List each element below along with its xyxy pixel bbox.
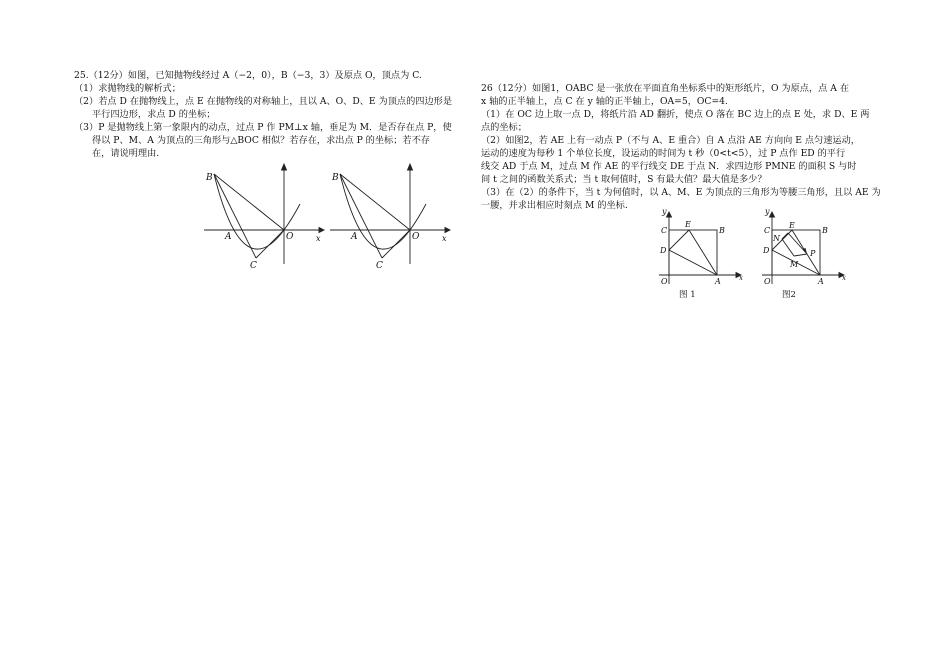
fig2-label-A: A	[818, 277, 824, 286]
q25-line-2: （1）求抛物线的解析式；	[74, 83, 181, 94]
q25-label-A-2: A	[351, 232, 358, 242]
q25-line-4: 平行四边形，求点 D 的坐标；	[92, 109, 216, 120]
q25-label-C-2: C	[376, 261, 383, 271]
q26-line-6: 运动的速度为每秒 1 个单位长度，设运动的时间为 t 秒（0<t<5），过 P 点作 ED 的平行	[481, 148, 846, 159]
fig2-label-E: E	[789, 221, 795, 230]
q26-figure-2	[758, 208, 850, 303]
q26-line-9: （3）在（2）的条件下，当 t 为何值时，以 A、M、E 为顶点的三角形为等腰三角形，且以 AE 为	[481, 187, 881, 198]
fig2-label-B: B	[822, 226, 828, 235]
fig2-label-P: P	[810, 249, 816, 258]
q26-line-5: （2）如图2，若 AE 上有一动点 P（不与 A、E 重合）自 A 点沿 AE 方向向 E 点匀速运动，	[481, 135, 860, 146]
q25-label-A: A	[225, 232, 232, 242]
q25-line-3: （2）若点 D 在抛物线上，点 E 在抛物线的对称轴上，且以 A、O、D、E 为顶点的四边形是	[74, 96, 453, 107]
fig2-label-D: D	[763, 246, 770, 255]
q25-figure-left	[200, 160, 330, 270]
fig1-label-B: B	[719, 226, 725, 235]
question-26	[481, 82, 881, 212]
q26-line-3: （1）在 OC 边上取一点 D，将纸片沿 AD 翻折，使点 O 落在 BC 边上的点 E 处，求 D、E 两	[481, 109, 870, 120]
fig2-label-N: N	[773, 234, 780, 243]
fig1-label-D: D	[660, 246, 667, 255]
q26-line-10: 一腰，并求出相应时刻点 M 的坐标.	[481, 200, 628, 211]
q25-line-6: 得以 P、M、A 为顶点的三角形与△BOC 相似？若存在，求出点 P 的坐标；若不存	[92, 135, 430, 146]
fig2-label-M: M	[790, 260, 799, 269]
fig1-label-x: x	[739, 274, 743, 282]
q26-line-8: 间 t 之间的函数关系式；当 t 取何值时，S 有最大值？最大值是多少？	[481, 174, 767, 185]
fig2-label-y: y	[765, 207, 770, 216]
fig1-label-A: A	[715, 277, 721, 286]
q25-label-B-2: B	[332, 173, 339, 183]
fig1-label-C: C	[661, 226, 668, 235]
fig1-label-y: y	[662, 207, 667, 216]
q25-label-x-2: x	[442, 234, 447, 243]
q26-line-7: 线交 AD 于点 M，过点 M 作 AE 的平行线交 DE 于点 N．求四边形 PMNE 的面积 S 与时	[481, 161, 857, 172]
fig2-label-O: O	[764, 277, 771, 286]
fig2-caption: 图2	[782, 290, 796, 300]
fig2-label-x: x	[842, 274, 846, 282]
q25-label-B: B	[206, 173, 213, 183]
fig1-caption: 图 1	[679, 290, 696, 300]
fig2-arrow-icon	[803, 248, 808, 254]
q25-line-5: （3）P 是抛物线上第一象限内的动点，过点 P 作 PM⊥x 轴，垂足为 M．是否存在点 P，使	[74, 122, 452, 133]
q25-label-x: x	[316, 234, 321, 243]
q26-line-4: 点的坐标；	[481, 122, 527, 133]
question-25	[74, 69, 466, 160]
fig1-label-E: E	[685, 220, 691, 229]
q26-figure-1	[655, 208, 745, 303]
q25-line-7: 在，请说明理由.	[92, 148, 160, 159]
q26-line-2: x 轴的正半轴上，点 C 在 y 轴的正半轴上，OA=5，OC=4.	[481, 96, 728, 107]
q25-label-C: C	[250, 261, 257, 271]
q25-label-O: O	[286, 232, 294, 242]
q25-label-O-2: O	[412, 232, 420, 242]
q25-line-1: 25.（12分）如图，已知抛物线经过 A（−2，0），B（−3，3）及原点 O，顶点为 C.	[74, 70, 422, 81]
q25-figure-right	[326, 160, 456, 270]
fig1-label-O: O	[661, 277, 668, 286]
fig2-label-C: C	[764, 226, 771, 235]
q26-line-1: 26（12分）如图1，OABC 是一张放在平面直角坐标系中的矩形纸片，O 为原点，点 A 在	[481, 83, 850, 94]
